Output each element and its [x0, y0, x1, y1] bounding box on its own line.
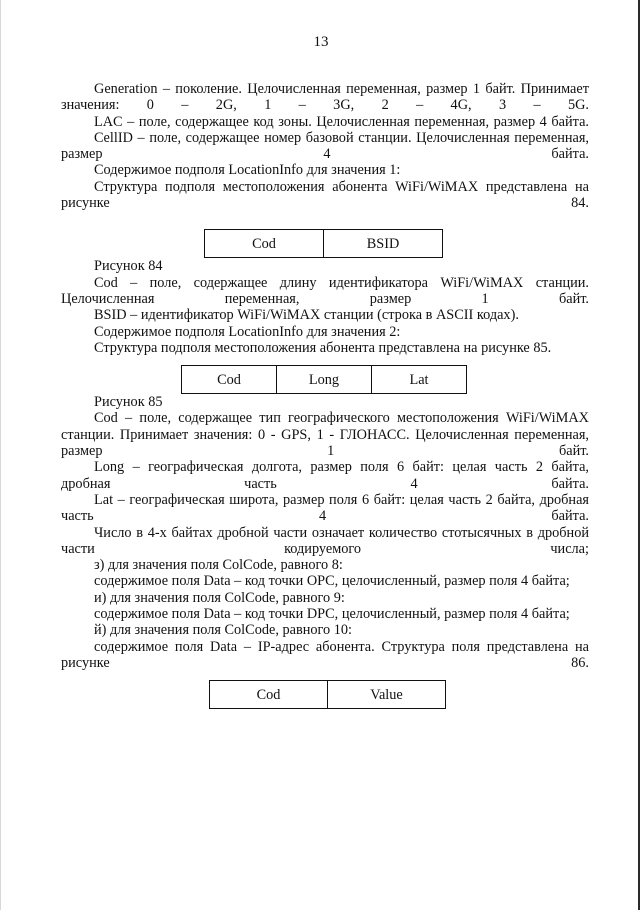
- cell-cod: Cod: [182, 366, 277, 394]
- paragraph-locationinfo-2: Содержимое подполя LocationInfo для значения 2:: [94, 323, 401, 340]
- cell-value: Value: [328, 681, 446, 709]
- cell-cod: Cod: [205, 230, 324, 258]
- paragraph-fraction: Число в 4-х байтах дробной части означает количество стотысячных в дробной части кодируемого числа;: [61, 524, 589, 557]
- paragraph-colcode-10: й) для значения поля ColCode, равного 10:: [94, 622, 353, 639]
- paragraph-long: Long – географическая долгота, размер поля 6 байт: целая часть 2 байта, дробная часть 4 байта.: [61, 459, 589, 492]
- paragraph-cod-length: Cod – поле, содержащее длину идентификатора WiFi/WiMAX станции. Целочисленная переменная, размер 1 байт.: [61, 274, 589, 307]
- paragraph-lat: Lat – географическая широта, размер поля 6 байт: целая часть 2 байта, дробная часть 4 байта.: [61, 491, 589, 525]
- paragraph-cod-type: Cod – поле, содержащее тип географического местоположения WiFi/WiMAX станции. Принимает значения: 0 - GPS, 1 - ГЛОНАСС. Целочисленная переменная, размер 1 байт.: [61, 410, 589, 460]
- paragraph-locationinfo-1: Содержимое подполя LocationInfo для значения 1:: [94, 162, 401, 179]
- paragraph-colcode-8: з) для значения поля ColCode, равного 8:: [94, 557, 343, 574]
- table-row: [210, 681, 446, 709]
- table-row: [205, 230, 443, 258]
- paragraph-lac: LAC – поле, содержащее код зоны. Целочисленная переменная, размер 4 байта.: [94, 113, 589, 130]
- paragraph-structure-84: Структура подполя местоположения абонента WiFi/WiMAX представлена на рисунке 84.: [61, 178, 589, 212]
- paragraph-generation: Generation – поколение. Целочисленная переменная, размер 1 байт. Принимает значения: 0 – 2G, 1 – 3G, 2 – 4G, 3 – 5G.: [61, 81, 589, 114]
- paragraph-data-dpc: содержимое поля Data – код точки DPC, целочисленный, размер поля 4 байта;: [94, 606, 570, 623]
- figure-85-table: [181, 365, 467, 394]
- paragraph-cellid: CellID – поле, содержащее номер базовой станции. Целочисленная переменная, размер 4 байта.: [61, 129, 589, 163]
- figure-86-table: [209, 680, 446, 709]
- figure-85-caption: Рисунок 85: [94, 394, 163, 411]
- paragraph-data-opc: содержимое поля Data – код точки OPC, целочисленный, размер поля 4 байта;: [94, 573, 570, 590]
- table-row: [182, 366, 467, 394]
- cell-bsid: BSID: [324, 230, 443, 258]
- cell-cod: Cod: [210, 681, 328, 709]
- paragraph-structure-85: Структура подполя местоположения абонента представлена на рисунке 85.: [94, 339, 552, 356]
- paragraph-colcode-9: и) для значения поля ColCode, равного 9:: [94, 589, 345, 606]
- page-content: [61, 81, 589, 709]
- page-number: 13: [313, 34, 329, 50]
- figure-84-caption: Рисунок 84: [94, 258, 163, 275]
- cell-long: Long: [277, 366, 372, 394]
- paragraph-bsid: BSID – идентификатор WiFi/WiMAX станции (строка в ASCII кодах).: [94, 307, 519, 324]
- figure-84-table: [204, 229, 443, 258]
- cell-lat: Lat: [372, 366, 467, 394]
- paragraph-data-ip: содержимое поля Data – IP-адрес абонента. Структура поля представлена на рисунке 86.: [61, 638, 589, 671]
